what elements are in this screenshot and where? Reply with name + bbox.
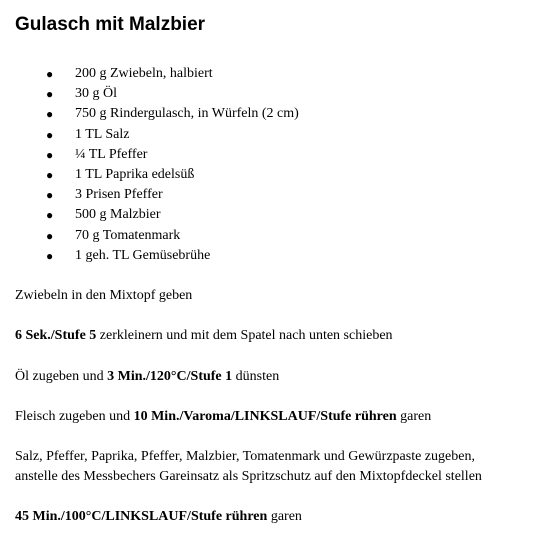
step-setting: 10 Min./Varoma/LINKSLAUF/Stufe rühren bbox=[133, 409, 397, 424]
bullet-icon: ● bbox=[46, 188, 54, 203]
bullet-icon: ● bbox=[46, 167, 54, 182]
step-text: Zwiebeln in den Mixtopf geben bbox=[15, 288, 193, 303]
ingredient-text: 1 TL Salz bbox=[75, 126, 130, 142]
instruction-step-2 bbox=[15, 326, 393, 346]
bullet-icon: ● bbox=[46, 127, 54, 142]
instruction-step-6 bbox=[15, 507, 302, 527]
instruction-step-4 bbox=[15, 407, 431, 427]
bullet-icon: ● bbox=[46, 248, 54, 263]
bullet-icon: ● bbox=[46, 147, 54, 162]
ingredient-text: 3 Prisen Pfeffer bbox=[75, 187, 163, 203]
ingredient-text: 1 TL Paprika edelsüß bbox=[75, 166, 195, 182]
instruction-step-1 bbox=[15, 286, 192, 306]
step-text: garen bbox=[267, 509, 302, 524]
ingredient-text: 30 g Öl bbox=[75, 86, 117, 102]
ingredient-text: 750 g Rindergulasch, in Würfeln (2 cm) bbox=[75, 106, 299, 122]
step-setting: 6 Sek./Stufe 5 bbox=[15, 328, 97, 343]
bullet-icon: ● bbox=[46, 228, 54, 243]
ingredient-text: 200 g Zwiebeln, halbiert bbox=[75, 66, 213, 81]
bullet-icon: ● bbox=[46, 87, 54, 102]
step-text-line-2: anstelle des Messbechers Gareinsatz als Spritzschutz auf den Mixtopfdeckel stellen bbox=[15, 469, 482, 484]
bullet-icon: ● bbox=[46, 208, 54, 223]
step-text: dünsten bbox=[232, 369, 280, 384]
recipe-title: Gulasch mit Malzbier bbox=[15, 14, 206, 35]
ingredient-text: 1 geh. TL Gemüsebrühe bbox=[75, 247, 211, 263]
step-text: Fleisch zugeben und bbox=[15, 409, 134, 424]
ingredient-text: ¼ TL Pfeffer bbox=[75, 146, 148, 162]
instruction-step-5 bbox=[15, 447, 482, 487]
step-setting: 3 Min./120°C/Stufe 1 bbox=[107, 369, 233, 384]
ingredient-text: 500 g Malzbier bbox=[75, 207, 161, 223]
step-text: zerkleinern und mit dem Spatel nach unten schieben bbox=[96, 328, 393, 343]
instruction-step-3 bbox=[15, 367, 279, 387]
ingredient-text: 70 g Tomatenmark bbox=[75, 227, 181, 243]
step-setting: 45 Min./100°C/LINKSLAUF/Stufe rühren bbox=[15, 509, 268, 524]
bullet-icon: ● bbox=[46, 107, 54, 122]
step-text: Öl zugeben und bbox=[15, 369, 108, 384]
step-text: garen bbox=[396, 409, 432, 424]
bullet-icon: ● bbox=[46, 67, 54, 81]
step-text-line-1: Salz, Pfeffer, Paprika, Pfeffer, Malzbier, Tomatenmark und Gewürzpaste zugeben, bbox=[15, 449, 475, 464]
